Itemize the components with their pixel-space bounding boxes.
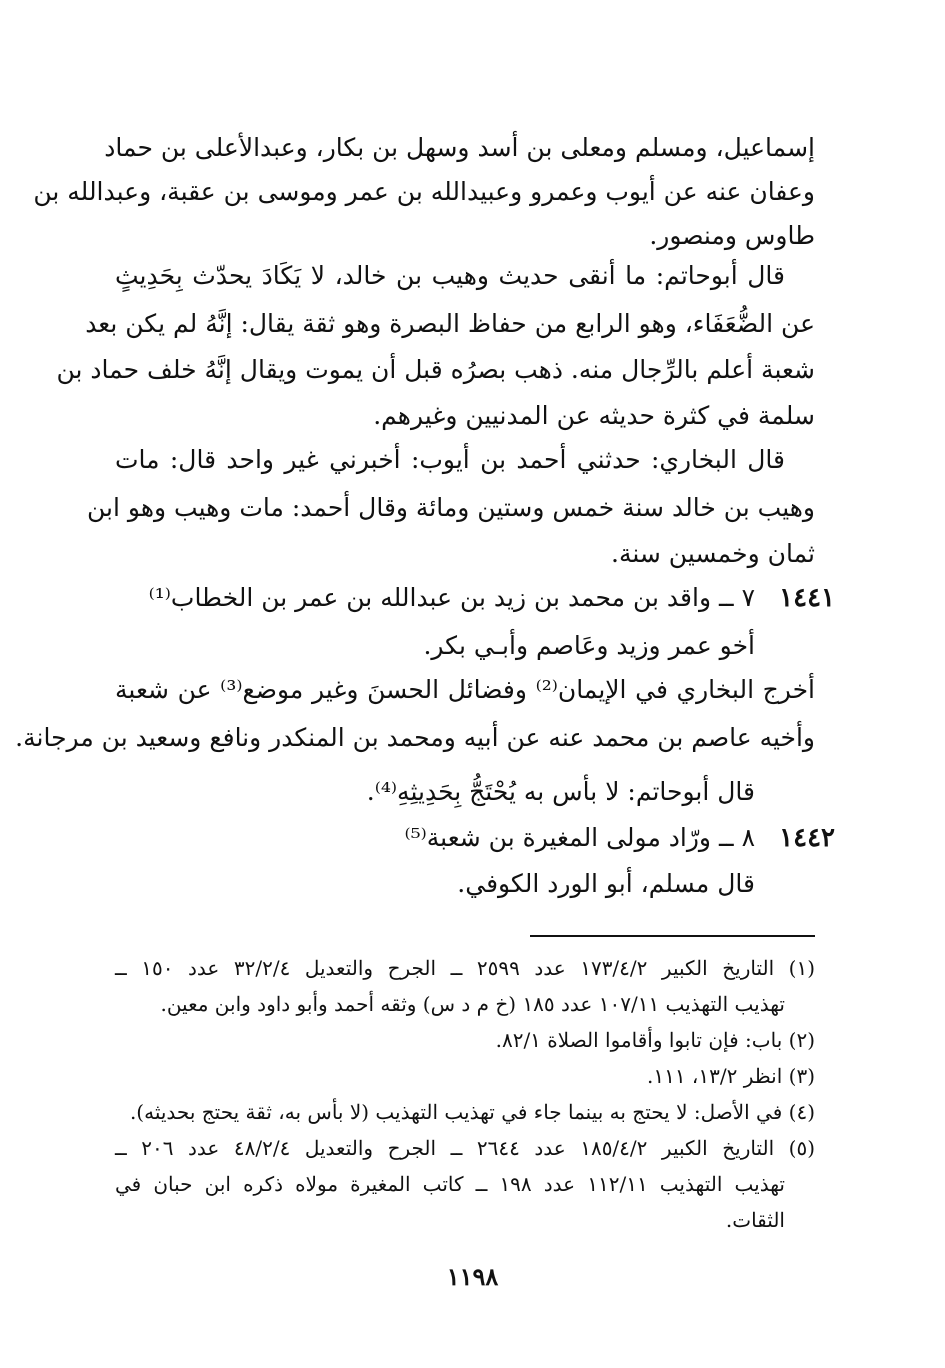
text-line: قال البخاري: حدثني أحمد بن أيوب: أخبرني غير واحد قال: مات bbox=[115, 445, 785, 474]
text-line: أخرج البخاري في الإيمان⁽²⁾ وفضائل الحسنَ وغير موضع⁽³⁾ عن شعبة bbox=[115, 675, 815, 704]
footnote-line: (٣) انظر ١٣/٢، ١١١. bbox=[646, 1064, 815, 1088]
footnote-line: الثقات. bbox=[725, 1208, 785, 1232]
entry-number: ١٤٤١ bbox=[779, 583, 835, 613]
footnote-line: (١) التاريخ الكبير ١٧٣/٤/٢ عدد ٢٥٩٩ ــ الجرح والتعديل ٣٢/٢/٤ عدد ١٥٠ ــ bbox=[115, 956, 816, 980]
text-line: وأخيه عاصم بن محمد عنه عن أبيه ومحمد بن المنكدر ونافع وسعيد بن مرجانة. bbox=[15, 723, 815, 752]
entry-heading: ٧ ــ واقد بن محمد بن زيد بن عبدالله بن عمر بن الخطاب⁽¹⁾ bbox=[148, 583, 755, 612]
footnote-line: تهذيب التهذيب ١٠٧/١١ عدد ١٨٥ (خ م د س) وثقه أحمد وأبو داود وابن معين. bbox=[160, 992, 785, 1016]
footnote-line: (٤) في الأصل: لا يحتج به بينما جاء في تهذيب التهذيب (لا بأس به، ثقة يحتج بحديثه). bbox=[129, 1100, 815, 1124]
text-line: سلمة في كثرة حديثه عن المدنيين وغيرهم. bbox=[373, 401, 815, 430]
text-line: طاوس ومنصور. bbox=[649, 221, 815, 250]
entry-subline: أخو عمر وزيد وعَاصم وأبـي بكر. bbox=[423, 631, 755, 660]
entry-heading: ٨ ــ ورّاد مولى المغيرة بن شعبة⁽⁵⁾ bbox=[404, 823, 755, 852]
text-line: وهيب بن خالد سنة خمس وستين ومائة وقال أحمد: مات وهيب وهو ابن bbox=[87, 493, 815, 522]
page-number: ١١٩٨ bbox=[446, 1262, 499, 1291]
text-line: إسماعيل، ومسلم ومعلى بن أسد وسهل بن بكار، وعبدالأعلى بن حماد bbox=[104, 133, 815, 162]
entry-number: ١٤٤٢ bbox=[779, 823, 835, 853]
text-line: شعبة أعلم بالرِّجال منه. ذهب بصرُه قبل أن يموت ويقال إنَّهُ خلف حماد بن bbox=[56, 355, 815, 384]
text-line: قال أبوحاتم: لا بأس به يُحْتَجُّ بِحَدِيثِهِ⁽⁴⁾. bbox=[366, 777, 755, 806]
text-line: وعفان عنه عن أيوب وعمرو وعبيدالله بن عمر وموسى بن عقبة، وعبدالله بن bbox=[33, 177, 815, 206]
text-line: عن الضُّعَفَاء، وهو الرابع من حفاظ البصرة وهو ثقة يقال: إنَّهُ لم يكن بعد bbox=[85, 309, 815, 338]
footnote-line: (٢) باب: فإن تابوا وأقاموا الصلاة ٨٢/١. bbox=[495, 1028, 815, 1052]
text-line: ثمان وخمسين سنة. bbox=[611, 539, 815, 568]
footnote-rule bbox=[530, 935, 815, 937]
footnote-line: (٥) التاريخ الكبير ١٨٥/٤/٢ عدد ٢٦٤٤ ــ الجرح والتعديل ٤٨/٢/٤ عدد ٢٠٦ ــ bbox=[115, 1136, 816, 1160]
entry-subline: قال مسلم، أبو الورد الكوفي. bbox=[457, 869, 755, 898]
footnote-line: تهذيب التهذيب ١١٢/١١ عدد ١٩٨ ــ كاتب المغيرة مولاه ذكره ابن حبان في bbox=[115, 1172, 785, 1196]
text-line: قال أبوحاتم: ما أنقى حديث وهيب بن خالد، لا يَكَادَ يحدّث بِحَدِيثٍ bbox=[115, 261, 785, 290]
